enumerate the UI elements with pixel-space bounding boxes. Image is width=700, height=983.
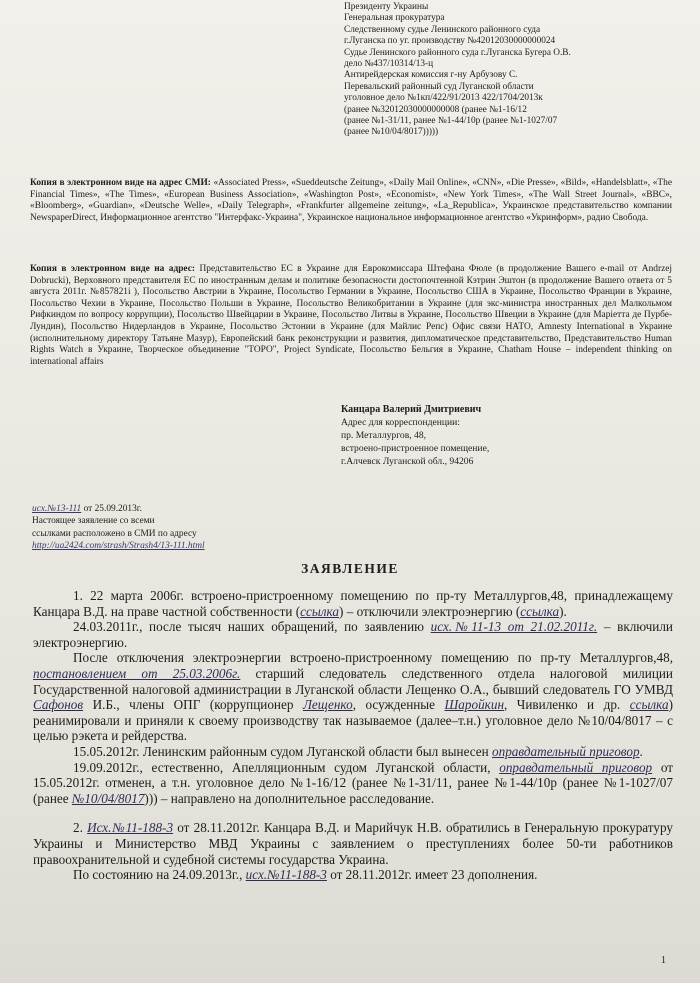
addressee-line: (ранее №1-31/11, ранее №1-44/10р (ранее №1-1027/07 [344, 116, 558, 127]
addressee-line: (ранее №32012030000000008 (ранее №1-16/12 [344, 104, 527, 115]
address-line: пр. Металлургов, 48, [341, 430, 427, 441]
statement-body [33, 588, 673, 883]
source-link[interactable]: ссылка [300, 603, 339, 619]
media-copy-list [30, 178, 672, 224]
source-link[interactable]: оправдательный приговор [492, 743, 640, 759]
body-paragraph: После отключения электроэнергии встроено-пристроенному помещению по пр-ту Металлургов,48, постановлением от 25.03.2006г. старший следователь следственного отдела налоговой милиции Государственной налоговой администрации в Луганской области Лещенко О.А., бывший следователь ГО УМВД Сафонов И.Б., члены ОПГ (коррупционер Лещенко, осужденные Шаройкин, Чивиленко и др. ссылка) реанимировали и приняли к своему производству так называемое (далее–т.н.) уголовное дело №10/04/8017 – с целью рэкета и рейдерства. [33, 650, 673, 744]
document-title: ЗАЯВЛЕНИЕ [301, 561, 399, 576]
body-paragraph: 19.09.2012г., естественно, Апелляционным судом Луганской области, оправдательный приговор от 15.05.2012г. отменен, а т.н. уголовное дело №1-16/12 (ранее №1-31/11, ранее №1-44/10р (ранее №1-1027/07 (ранее №10/04/8017))) – направлено на дополнительное расследование. [33, 759, 674, 806]
reference-date: от 25.09.2013г. [81, 504, 142, 514]
addressee-line: Следственному судье Ленинского районного суда [344, 24, 541, 35]
embassy-copy-list [30, 264, 672, 368]
source-link[interactable]: постановлением от 25.03.2006г. [33, 665, 241, 681]
reference-note: ссылками расположено в СМИ по адресу [32, 528, 197, 539]
address-line: встроено-пристроенное помещение, [341, 443, 490, 454]
addressee-block [344, 2, 694, 139]
reference-url-link[interactable]: http://ua2424.com/strash/Strash4/13-111.html [32, 540, 205, 551]
addressee-line: дело №437/10314/13-ц [344, 59, 434, 70]
source-link[interactable]: Сафонов [33, 697, 84, 713]
source-link[interactable]: №10/04/8017 [71, 790, 145, 806]
addressee-line: Президенту Украины [344, 2, 429, 12]
source-link[interactable]: ссылка [520, 603, 560, 619]
addressee-line: Антирейдерская комиссия г-ну Арбузову С. [344, 70, 518, 81]
address-label: Адрес для корреспонденции: [341, 417, 460, 428]
media-copy-label: Копия в электронном виде на адрес СМИ: [30, 178, 211, 188]
outgoing-reference [32, 503, 332, 552]
media-copy-text: «Associated Press», «Sueddeutsche Zeitung», «Daily Mail Online», «CNN», «Die Presse», «Bild», «Handelsblatt», «The Financial Times», «The Times», «European Business Association», «Washington Post», «Economist», «New York Times», «The Wall Street Journal», «BBC», «Bloomberg», «Guardian», «Deutsche Welle», «Daily Telegraph», «Frankfurter allgemeine zeitung», «La_Republica», Украинское представительство компании NewspaperDirect, Информационное агентство "Интерфакс-Украина", Украинское национальное информационное агентство «Укринформ», радио Свобода. [30, 178, 672, 223]
address-line: г.Алчевск Луганской обл., 94206 [341, 456, 474, 467]
addressee-line: (ранее №10/04/8017))))) [344, 127, 439, 138]
source-link[interactable]: ссылка [629, 697, 669, 713]
source-link[interactable]: Шаройкин [444, 697, 504, 713]
reference-note: Настоящее заявление со всеми [32, 516, 155, 527]
body-paragraph: По состоянию на 24.09.2013г., исх.№11-188-3 от 28.11.2012г. имеет 23 дополнения. [73, 867, 538, 883]
embassy-copy-text: Представительство ЕС в Украине для Еврокомиссара Штефана Фюле (в продолжение Вашего e-mail от Andrzej Dobrucki), Верховного представителя ЕС по иностранным делам и политике безопасности достопочтенной Кэтрин Эштон (в продолжение Вашего ответа от 5 августа 2011г. №857821i ), Посольство Австрии в Украине, Посольство Германии в Украине, Посольство США в Украине, Посольство Франции в Украине, Посольство Чехии в Украине, Посольство Польши в Украине, Посольство Великобритании в Украине (для экс-министра иностранных дел Малкольмом Рифкиндом по вопросу коррупции), Посольство Швейцарии в Украине, Посольство Литвы в Украине, Посольство Швеции в Украине (для Марiетта де Пурбе-Лундин), Посольство Нидерландов в Украине, Посольство Эстонии в Украине (для Майлис Репс) Офис связи НАТО, Amnesty International в Украине (исполнительному директору Татьяне Мазур), Европейский банк реконструкции и развития, дипломатическое представительство, Представительство Human Rights Watch в Украине, Творческое объединение "ТОРО", Project Syndicate, Посольство Бельгия в Украине, Chatham House – independent thinking on international affairs [30, 264, 673, 367]
addressee-line: уголовное дело №1кп/422/91/2013 422/1704/2013к [344, 93, 543, 104]
source-link[interactable]: оправдательный приговор [499, 759, 653, 775]
source-link[interactable]: исх.№11-188-3 [245, 867, 327, 883]
embassy-copy-label: Копия в электронном виде на адрес: [30, 264, 195, 274]
addressee-line: г.Луганска по уг. производству №42012030000000024 [344, 36, 556, 47]
reference-number-link[interactable]: исх.№13-111 [32, 504, 82, 514]
source-link[interactable]: исх.№11-13 от 21.02.2011г. [430, 619, 598, 635]
addressee-line: Перевальский районный суд Луганской области [344, 81, 534, 92]
page-number: 1 [661, 955, 666, 966]
author-name: Канцара Валерий Дмитриевич [341, 404, 482, 415]
body-paragraph: 24.03.2011г., после тысяч наших обращений, по заявлению исх.№11-13 от 21.02.2011г. – включили электроэнергию. [33, 619, 673, 650]
body-paragraph: 1. 22 марта 2006г. встроено-пристроенному помещению по пр-ту Металлургов,48, принадлежащему Канцара В.Д. на праве частной собственности (ссылка) – отключили электроэнергию (ссылка). [33, 588, 673, 619]
author-block [341, 403, 601, 468]
addressee-line: Судье Ленинского районного суда г.Луганска Бугера О.В. [344, 47, 571, 58]
body-paragraph: 15.05.2012г. Ленинским районным судом Луганской области был вынесен оправдательный приговор. [73, 743, 643, 759]
addressee-line: Генеральная прокуратура [344, 13, 445, 24]
body-paragraph: 2. Исх.№11-188-3 от 28.11.2012г. Канцара В.Д. и Марийчук Н.В. обратились в Генеральную прокуратуру Украины и Министерство МВД Украины с заявлением о преступлениях более 50-ти работников правоохранительной и судебной системы государства Украина. [33, 820, 673, 867]
source-link[interactable]: Лещенко [302, 697, 353, 713]
source-link[interactable]: Исх.№11-188-3 [87, 820, 174, 836]
